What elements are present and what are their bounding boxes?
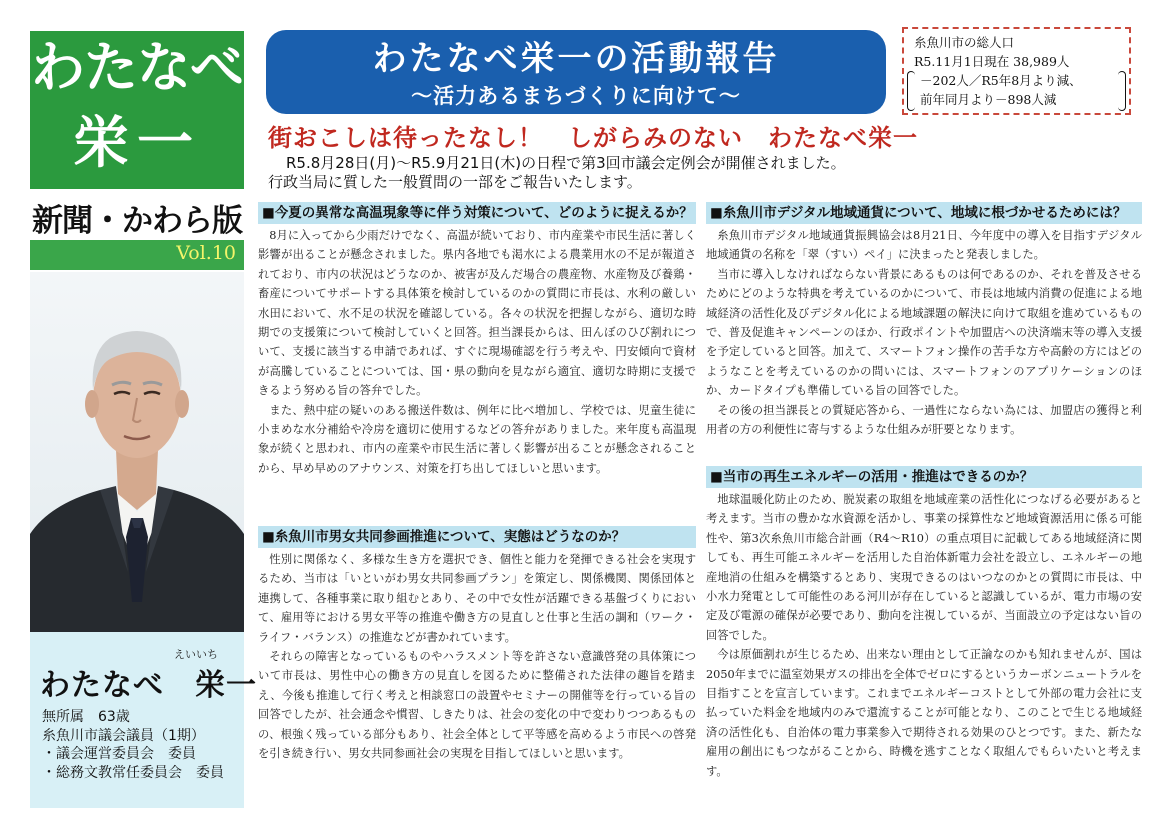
candidate-portrait — [30, 272, 244, 632]
article-body — [258, 224, 696, 478]
report-title-banner — [266, 30, 886, 114]
bracket-left — [907, 71, 915, 111]
article-heading: ■当市の再生エネルギーの活用・推進はできるのか？ — [706, 466, 1142, 488]
slogan: 街おこしは待ったなし！ しがらみのない わたなべ栄一 — [268, 123, 918, 152]
article-paragraph: 当市に導入しなければならない背景にあるものは何であるのか、それを普及させるためにどのような特典を考えているのかについて、市長は地域内消費の促進による地域経済の活性化及びデジタル化による地域課題の解決に向けて取組を進めているもので、普及促進キャンペーンのほか、行政ポイントや加盟店への決済端末等の導入支援を予定していると回答。加えて、スマートフォン操作の苦手な方や高齢の方にはどのようなことを考えているのかの問いには、スマートフォンのアプリケーションのほか、カードタイプも準備している旨の回答でした。 — [706, 267, 1142, 398]
intro-text — [268, 154, 1138, 192]
article-renewable-energy — [706, 466, 1142, 781]
population-total: R5.11月1日現在 38,989人 — [914, 54, 1070, 69]
article-body — [706, 488, 1142, 781]
edition-title: 新聞・かわら版 — [32, 203, 242, 239]
article-heading: ■今夏の異常な高温現象等に伴う対策について、どのように捉えるか？ — [258, 202, 696, 224]
article-digital-currency — [706, 202, 1142, 439]
article-paragraph: それらの障害となっているものやハラスメント等を許さない意識啓発の具体策について市長は、男性中心の働き方の見直しを図るために整備された法律の趣旨を踏まえ、今後も推進して行く考えと相談窓口の設置やセミナーの開催等を行っている旨の回答でしたが、社会通念や慣習、しきたりは、社会の変化の中で変わりつつあるものの、根強く残っている部分もあり、社会全体として平等感を高めるよう市民への啓発を引き続き行い、男女共同参画社会の実現を目指してほしいと思います。 — [258, 650, 696, 761]
article-body — [258, 548, 696, 763]
candidate-name-banner — [30, 31, 244, 189]
profile-details — [42, 708, 224, 782]
profile-line: ・議会運営委員会 委員 — [42, 746, 196, 762]
article-gender-equality — [258, 526, 696, 763]
article-heat-measures — [258, 202, 696, 478]
profile-panel — [30, 632, 257, 808]
article-paragraph: また、熱中症の疑いのある搬送件数は、例年に比べ増加し、学校では、児童生徒に小まめな水分補給や冷房を適切に使用するなどの答弁がありました。来年度も高温現象が続くと思われ、市内の産業や市民生活に著しく影響が出ることが懸念されることから、早め早めのアナウンス、対策を打ち出してほしいと思います。 — [258, 403, 696, 475]
article-paragraph: 今は原価割れが生じるため、出来ない理由として正論なのかも知れませんが、国は2050年までに温室効果ガスの排出を全体でゼロにするというカーボンニュートラルを目指すことを宣言しています。これまでエネルギーコストとして外部の電力会社に支払っていた料金を地域内のみで還流することが可能となり、このことで生じる地域経済の活性化も、自治体の電力事業参入で期待される効果のひとつです。また、新たな雇用の創出にもつながることから、時機を逃すことなく取組んでもらいたいと考えます。 — [706, 648, 1142, 778]
bracket-right — [1118, 71, 1126, 111]
report-subtitle: ～活力あるまちづくりに向けて～ — [411, 84, 741, 108]
population-heading: 糸魚川市の総人口 — [914, 35, 1015, 50]
volume-label: Vol.10 — [176, 242, 236, 264]
article-paragraph: その後の担当課長との質疑応答から、一過性にならない為には、加盟店の獲得と利用者の方の利便性に寄与するような仕組みが肝要となります。 — [706, 403, 1142, 437]
article-paragraph: 8月に入ってから少雨だけでなく、高温が続いており、市内産業や市民生活に著しく影響が出ることが懸念されました。県内各地でも渇水による農業用水の不足が報道されており、市内の状況はどうなのか、被害が及んだ場合の農産物、水産物及び養鶏・畜産についてサポートする具体策を検討しているのかの質問に市長は、水利の厳しい水田において、水不足の状況を確認している。各々の状況を把握しながら、適切な時期での支援策について検討していくと回答。担当課長からは、田んぼのひび割れについて、支援に該当する申請であれば、すぐに現場確認を行う考えや、円安傾向で資材が高騰していることについては、国・県の動向を見ながら適宜、適切な時期に支援できるよう努める旨の答弁でした。 — [258, 229, 696, 398]
name-line2: 栄一 — [73, 111, 201, 176]
report-title: わたなべ栄一の活動報告 — [372, 39, 780, 79]
profile-line: 無所属 63歳 — [42, 709, 130, 725]
portrait-illustration — [30, 272, 244, 632]
article-paragraph: 性別に関係なく、多様な生き方を選択でき、個性と能力を発揮できる社会を実現するため、当市は「いといがわ男女共同参画プラン」を策定し、関係機関、関係団体と連携して、各種事業に取り組むとあり、その中で女性が活躍できる基盤づくりにおいて、雇用等における男女平等の推進や働き方の見直しと仕事と生活の調和（ワーク・ライフ・バランス）の推進などが書かれています。 — [258, 553, 696, 644]
population-box — [902, 27, 1131, 115]
candidate-name: わたなべ 栄一 — [40, 668, 257, 703]
article-heading: ■糸魚川市男女共同参画推進について、実態はどうなのか？ — [258, 526, 696, 548]
intro-line: R5.8月28日(月)～R5.9月21日(木)の日程で第3回市議会定例会が開催されました。 — [286, 154, 846, 172]
article-paragraph: 糸魚川市デジタル地域通貨振興協会は8月21日、今年度中の導入を目指すデジタル地域通貨の名称を「翠（すい）ペイ」に決まったと発表しました。 — [706, 229, 1142, 262]
intro-line: 行政当局に質した一般質問の一部をご報告いたします。 — [268, 173, 642, 191]
profile-line: 糸魚川市議会議員（1期） — [42, 727, 205, 744]
name-furigana: えいいち — [174, 648, 218, 661]
name-line1: わたなべ — [31, 36, 243, 99]
article-body — [706, 224, 1142, 439]
article-heading: ■糸魚川市デジタル地域通貨について、地域に根づかせるためには？ — [706, 202, 1142, 224]
population-yearly-change: 前年同月より－898人減 — [920, 92, 1057, 107]
profile-line: ・総務文教常任委員会 委員 — [42, 764, 224, 781]
article-paragraph: 地球温暖化防止のため、脱炭素の取組を地域産業の活性化につなげる必要があると考えます。当市の豊かな水資源を活かし、事業の採算性など地域資源活用に係る可能性や、第3次糸魚川市総合計画（R4～R10）の重点項目に記載してある地域経済に関しても、再生可能エネルギーを活用した自治体新電力会社を設立し、エネルギーの地産地消の仕組みを構築するとあり、実現できるのはいつなのかとの質問に市長は、中小水力発電として可能性のある河川が存在していると認識しているが、電力市場の安定及び電源の確保が必要であり、動向を注視しているが、当面設立の予定はない旨の回答でした。 — [706, 493, 1142, 642]
volume-bar — [30, 240, 244, 270]
population-change: －202人／R5年8月より減、 — [920, 73, 1082, 88]
